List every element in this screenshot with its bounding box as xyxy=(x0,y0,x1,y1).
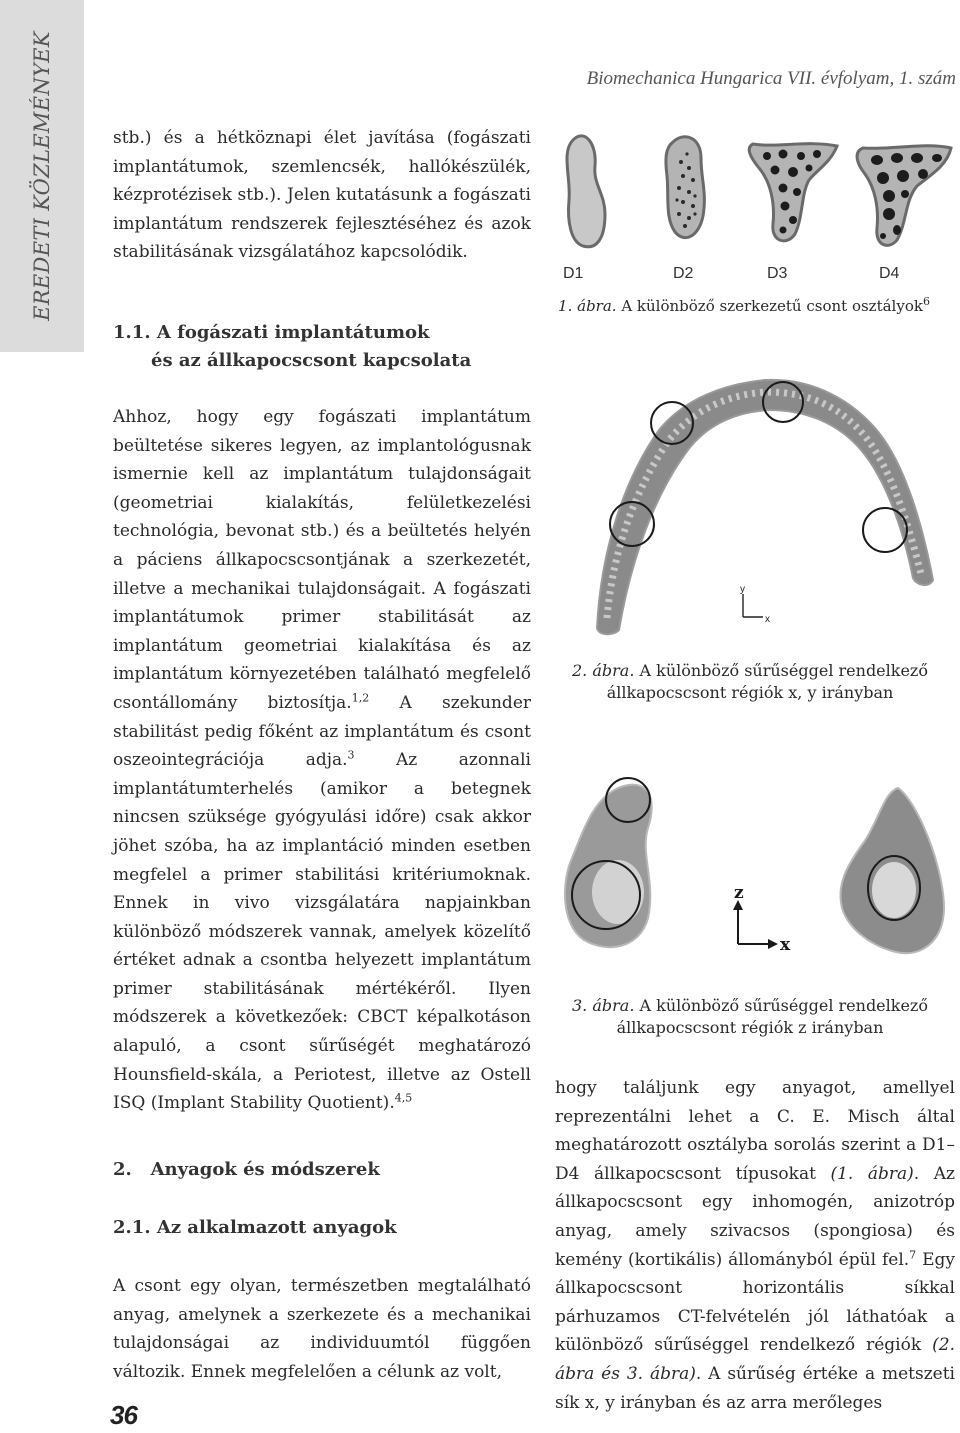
heading-2-1: 2.1. Az alkalmazott anyagok xyxy=(113,1217,397,1238)
bone-shape-d2 xyxy=(666,137,704,238)
heading-1-1-line1: 1.1. A fogászati implantátumok xyxy=(113,322,430,343)
body-paragraph-2: Ahhoz, hogy egy fogászati implantátum beültetése sikeres legyen, az implantológusnak ismernie kell az implantátum tulajdonságait (geometriai kialakítás, felületkezelési technológia, bevonat stb.) és a beültetés helyén a páciens állkapocscsontjának a szerkezetét, illetve a mechanikai tulajdonságait. A fogászati implantátumok primer stabilitását az implantátum geometriai kialakítása és az implantátum környezetében található megfelelő csontállomány biztosítja.$^{1,2}$ A szekunder stabilitást pedig főként az implantátum és csont oszeointegrációja adja.$^3$ Az azonnali implantátumterhelés (amikor a betegnek nincsen szüksége gyógyulási időre) csak akkor jöhet szóba, ha az implantáció minden esetben megfelel a primer stabilitási kritériumoknak. Ennek in vivo vizsgálatára napjainkban különböző módszerek vannak, amelyek közelítő értéket adnak a csontba helyezett implantátum primer stabilitásának mértékéről. Ilyen módszerek a következőek: CBCT képalkotáson alapuló, a csont sűrűségét meghatározó Hounsfield-skála, a Periotest, illetve az Ostell ISQ (Implant Stability Quotient).$^{4,5}$ xyxy=(113,407,531,1114)
figure-ref: (2. ábra és 3. ábra) xyxy=(555,1335,955,1384)
citation-ref: 7 xyxy=(909,1247,917,1261)
figure-1-bone-classes xyxy=(545,118,955,290)
class-label-d2: D2 xyxy=(673,265,694,282)
citation-ref: 1,2 xyxy=(351,691,370,705)
heading-1-1 xyxy=(113,319,471,375)
journal-header: Biomechanica Hungarica VII. évfolyam, 1. szám xyxy=(586,68,956,89)
heading-2: 2. Anyagok és módszerek xyxy=(113,1159,380,1180)
axis-z-label: z xyxy=(734,883,744,903)
axis-x-label: x xyxy=(765,614,770,625)
axis-x-label-3: x xyxy=(780,935,791,955)
figure-2-ct-xy xyxy=(585,368,945,643)
class-label-d4: D4 xyxy=(879,265,900,282)
body-paragraph-right: hogy találjunk egy anyagot, amellyel reprezentálni lehet a C. E. Misch által meghatározott osztályba sorolás szerint a D1–D4 állkapocscsont típusokat (1. ábra). Az állkapocscsont egy inhomogén, anizotróp anyag, amely szivacsos (spongiosa) és kemény (kortikális) állományból épül fel.$^7$ Egy állkapocscsont horizontális síkkal párhuzamos CT-felvételén jól láthatóak a különböző sűrűséggel rendelkező régiók (2. ábra és 3. ábra). A sűrűség értéke a metszeti sík x, y irányban és az arra merőleges xyxy=(555,1078,955,1413)
citation-ref: 4,5 xyxy=(394,1091,413,1105)
intro-paragraph: stb.) és a hétköznapi élet javítása (fogászati implantátumok, szemlencsék, hallókészülék, kézprotézisek stb.). Jelen kutatásunk a fogászati implantátum rendszerek fejlesztéséhez és azok stabilitásának vizsgálatához kapcsolódik. xyxy=(113,128,531,263)
body-paragraph-3: A csont egy olyan, természetben megtalálható anyag, amelynek a szerkezete és a mechanikai tulajdonságai az individuumtól függően változik. Ennek megfelelően a célunk az volt, xyxy=(113,1276,531,1382)
figure-ref: (1. ábra) xyxy=(830,1163,914,1184)
citation-ref: 3 xyxy=(347,748,355,762)
figure-1-caption: 1. ábra. A különböző szerkezetű csont osztályok$^6$ xyxy=(558,295,930,315)
figure-3-caption: 3. ábra. A különböző sűrűséggel rendelkező állkapocscsont régiók z irányban xyxy=(572,996,928,1037)
figure-2-caption: 2. ábra. A különböző sűrűséggel rendelkező állkapocscsont régiók x, y irányban xyxy=(572,661,928,702)
section-tab xyxy=(0,0,84,352)
bone-shape-d1 xyxy=(567,136,605,247)
page-number: 36 xyxy=(110,1400,137,1430)
class-label-d1: D1 xyxy=(563,265,584,282)
class-label-d3: D3 xyxy=(767,265,788,282)
heading-1-1-line2: és az állkapocscsont kapcsolata xyxy=(151,350,472,371)
axis-y-label: y xyxy=(740,584,745,595)
figure-3-ct-z xyxy=(548,758,958,988)
section-label: EREDETI KÖZLEMÉNYEK xyxy=(30,31,54,321)
